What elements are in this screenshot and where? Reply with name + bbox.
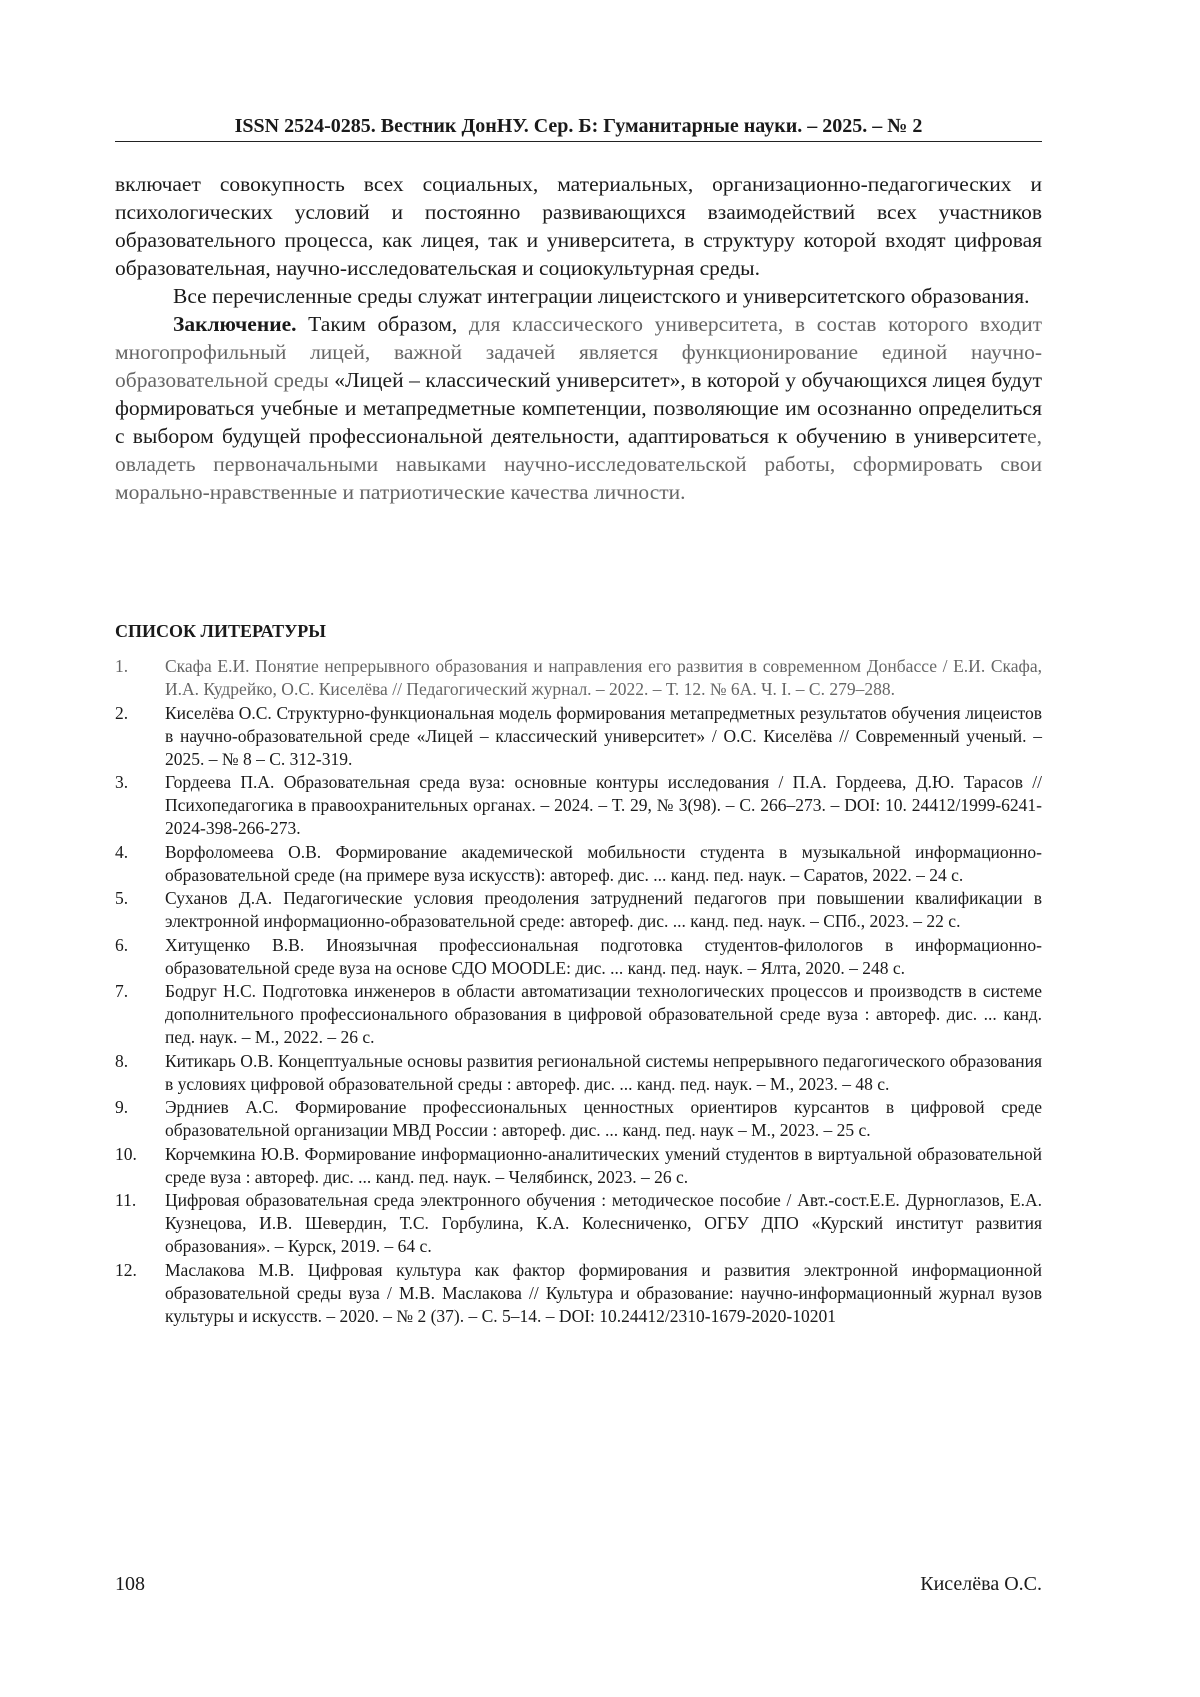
reference-number: 4. [115,841,129,862]
reference-item [115,980,1042,1049]
conclusion-text-b: для классического университета, в состав которого входит многопрофильный лицей, важной задачей является функционирование единой научно-образовательной среды [115,312,1042,392]
reference-item [115,1259,1042,1328]
footer-author: Киселёва О.С. [920,1573,1042,1595]
conclusion-text-a: Таким образом, [296,312,469,336]
references-list [115,655,1042,1328]
body-paragraph-2: Все перечисленные среды служат интеграции лицеистского и университетского образования. [173,284,1030,308]
reference-number: 3. [115,772,129,792]
conclusion-text-d: е, овладеть первоначальными навыками научно-исследовательской работы, сформировать свои морально-нравственные и патриотические качества личности. [115,424,1042,504]
conclusion-text-c: «Лицей – классический университет», в которой у обучающихся лицея будут формироваться учебные и метапредметные компетенции, позволяющие им осознанно определиться с выбором будущей профессиональной деятельности, адаптироваться к обучению в университет [115,368,1042,448]
reference-item [115,702,1042,771]
reference-number: 11. [115,1190,137,1210]
reference-text: Киселёва О.С. Структурно-функциональная модель формирования метапредметных результатов обучения лицеистов в научно-образовательной среде «Лицей – классический университет» / О.С. Киселёва // Современный ученый. – 2025. – № 8 – С. 312-319. [165,702,1042,769]
reference-item [115,1189,1042,1258]
reference-item [115,887,1042,933]
reference-item [115,934,1042,980]
reference-text: Эрдниев А.С. Формирование профессиональных ценностных ориентиров курсантов в цифровой среде образовательной организации МВД России : автореф. дис. ... канд. пед. наук – М., 2023. – 25 с. [165,1097,1042,1140]
reference-number: 12. [115,1259,137,1280]
reference-item [115,1096,1042,1142]
conclusion-heading: Заключение. [173,312,297,336]
reference-number: 10. [115,1143,137,1164]
reference-number: 7. [115,981,129,1001]
page-number: 108 [115,1573,145,1595]
reference-item [115,1143,1042,1189]
reference-text: Бодруг Н.С. Подготовка инженеров в области автоматизации технологических процессов и производств в системе дополнительного профессионального образования в цифровой образовательной среде вуза : автореф. дис. ... канд. пед. наук. – М., 2022. – 26 с. [165,981,1042,1047]
reference-text: Хитущенко В.В. Иноязычная профессиональная подготовка студентов-филологов в информационно-образовательной среде вуза на основе СДО MOODLE: дис. ... канд. пед. наук. – Ялта, 2020. – 248 с. [165,934,1042,978]
reference-text: Суханов Д.А. Педагогические условия преодоления затруднений педагогов при повышении квалификации в электронной информационно-образовательной среде: автореф. дис. ... канд. пед. наук. – СПб., 2023. – 22 с. [165,888,1042,931]
reference-item [115,771,1042,840]
reference-text: Скафа Е.И. Понятие непрерывного образования и направления его развития в современном Донбассе / Е.И. Скафа, И.А. Кудрейко, О.С. Киселёва // Педагогический журнал. – 2022. – Т. 12. № 6А. Ч. I. – С. 279–288. [165,656,1042,699]
reference-text: Корчемкина Ю.В. Формирование информационно-аналитических умений студентов в виртуальной образовательной среде вуза : автореф. дис. ... канд. пед. наук. – Челябинск, 2023. – 26 с. [165,1143,1042,1187]
reference-text: Ворфоломеева О.В. Формирование академической мобильности студента в музыкальной информационно-образовательной среде (на примере вуза искусств): автореф. дис. ... канд. пед. наук. – Саратов, 2022. – 24 с. [165,841,1042,885]
header-divider [115,141,1042,142]
body-paragraph-conclusion [115,310,1042,506]
reference-number: 5. [115,888,129,908]
reference-number: 8. [115,1050,129,1071]
article-body [115,170,1042,506]
body-paragraph-1: включает совокупность всех социальных, материальных, организационно-педагогических и психологических условий и постоянно развивающихся взаимодействий всех участников образовательного процесса, как лицея, так и университета, в структуру которой входят цифровая образовательная, научно-исследовательская и социокультурная среды. [115,172,1042,280]
reference-text: Цифровая образовательная среда электронного обучения : методическое пособие / Авт.-сост.Е.Е. Дурноглазов, Е.А. Кузнецова, И.В. Шевердин, Т.С. Горбулина, К.А. Колесниченко, ОГБУ ДПО «Курский институт развития образования». – Курск, 2019. – 64 с. [165,1190,1042,1256]
reference-item [115,655,1042,701]
reference-number: 2. [115,702,129,723]
references-title: СПИСОК ЛИТЕРАТУРЫ [115,621,326,641]
reference-number: 9. [115,1097,129,1117]
reference-number: 6. [115,934,129,955]
reference-text: Маслакова М.В. Цифровая культура как фактор формирования и развития электронной информационной образовательной среды вуза / М.В. Маслакова // Культура и образование: научно-информационный журнал вузов культуры и искусств. – 2020. – № 2 (37). – С. 5–14. – DOI: 10.24412/2310-1679-2020-10201 [165,1259,1042,1326]
reference-item [115,1050,1042,1096]
reference-text: Китикарь О.В. Концептуальные основы развития региональной системы непрерывного педагогического образования в условиях цифровой образовательной среды : автореф. дис. ... канд. пед. наук. – М., 2023. – 48 с. [165,1050,1042,1094]
journal-header: ISSN 2524-0285. Вестник ДонНУ. Сер. Б: Гуманитарные науки. – 2025. – № 2 [234,115,923,137]
reference-item [115,841,1042,887]
reference-number: 1. [115,656,129,676]
reference-text: Гордеева П.А. Образовательная среда вуза: основные контуры исследования / П.А. Гордеева, Д.Ю. Тарасов // Психопедагогика в правоохранительных органах. – 2024. – Т. 29, № 3(98). – С. 266–273. – DOI: 10. 24412/1999-6241-2024-398-266-273. [165,772,1042,838]
